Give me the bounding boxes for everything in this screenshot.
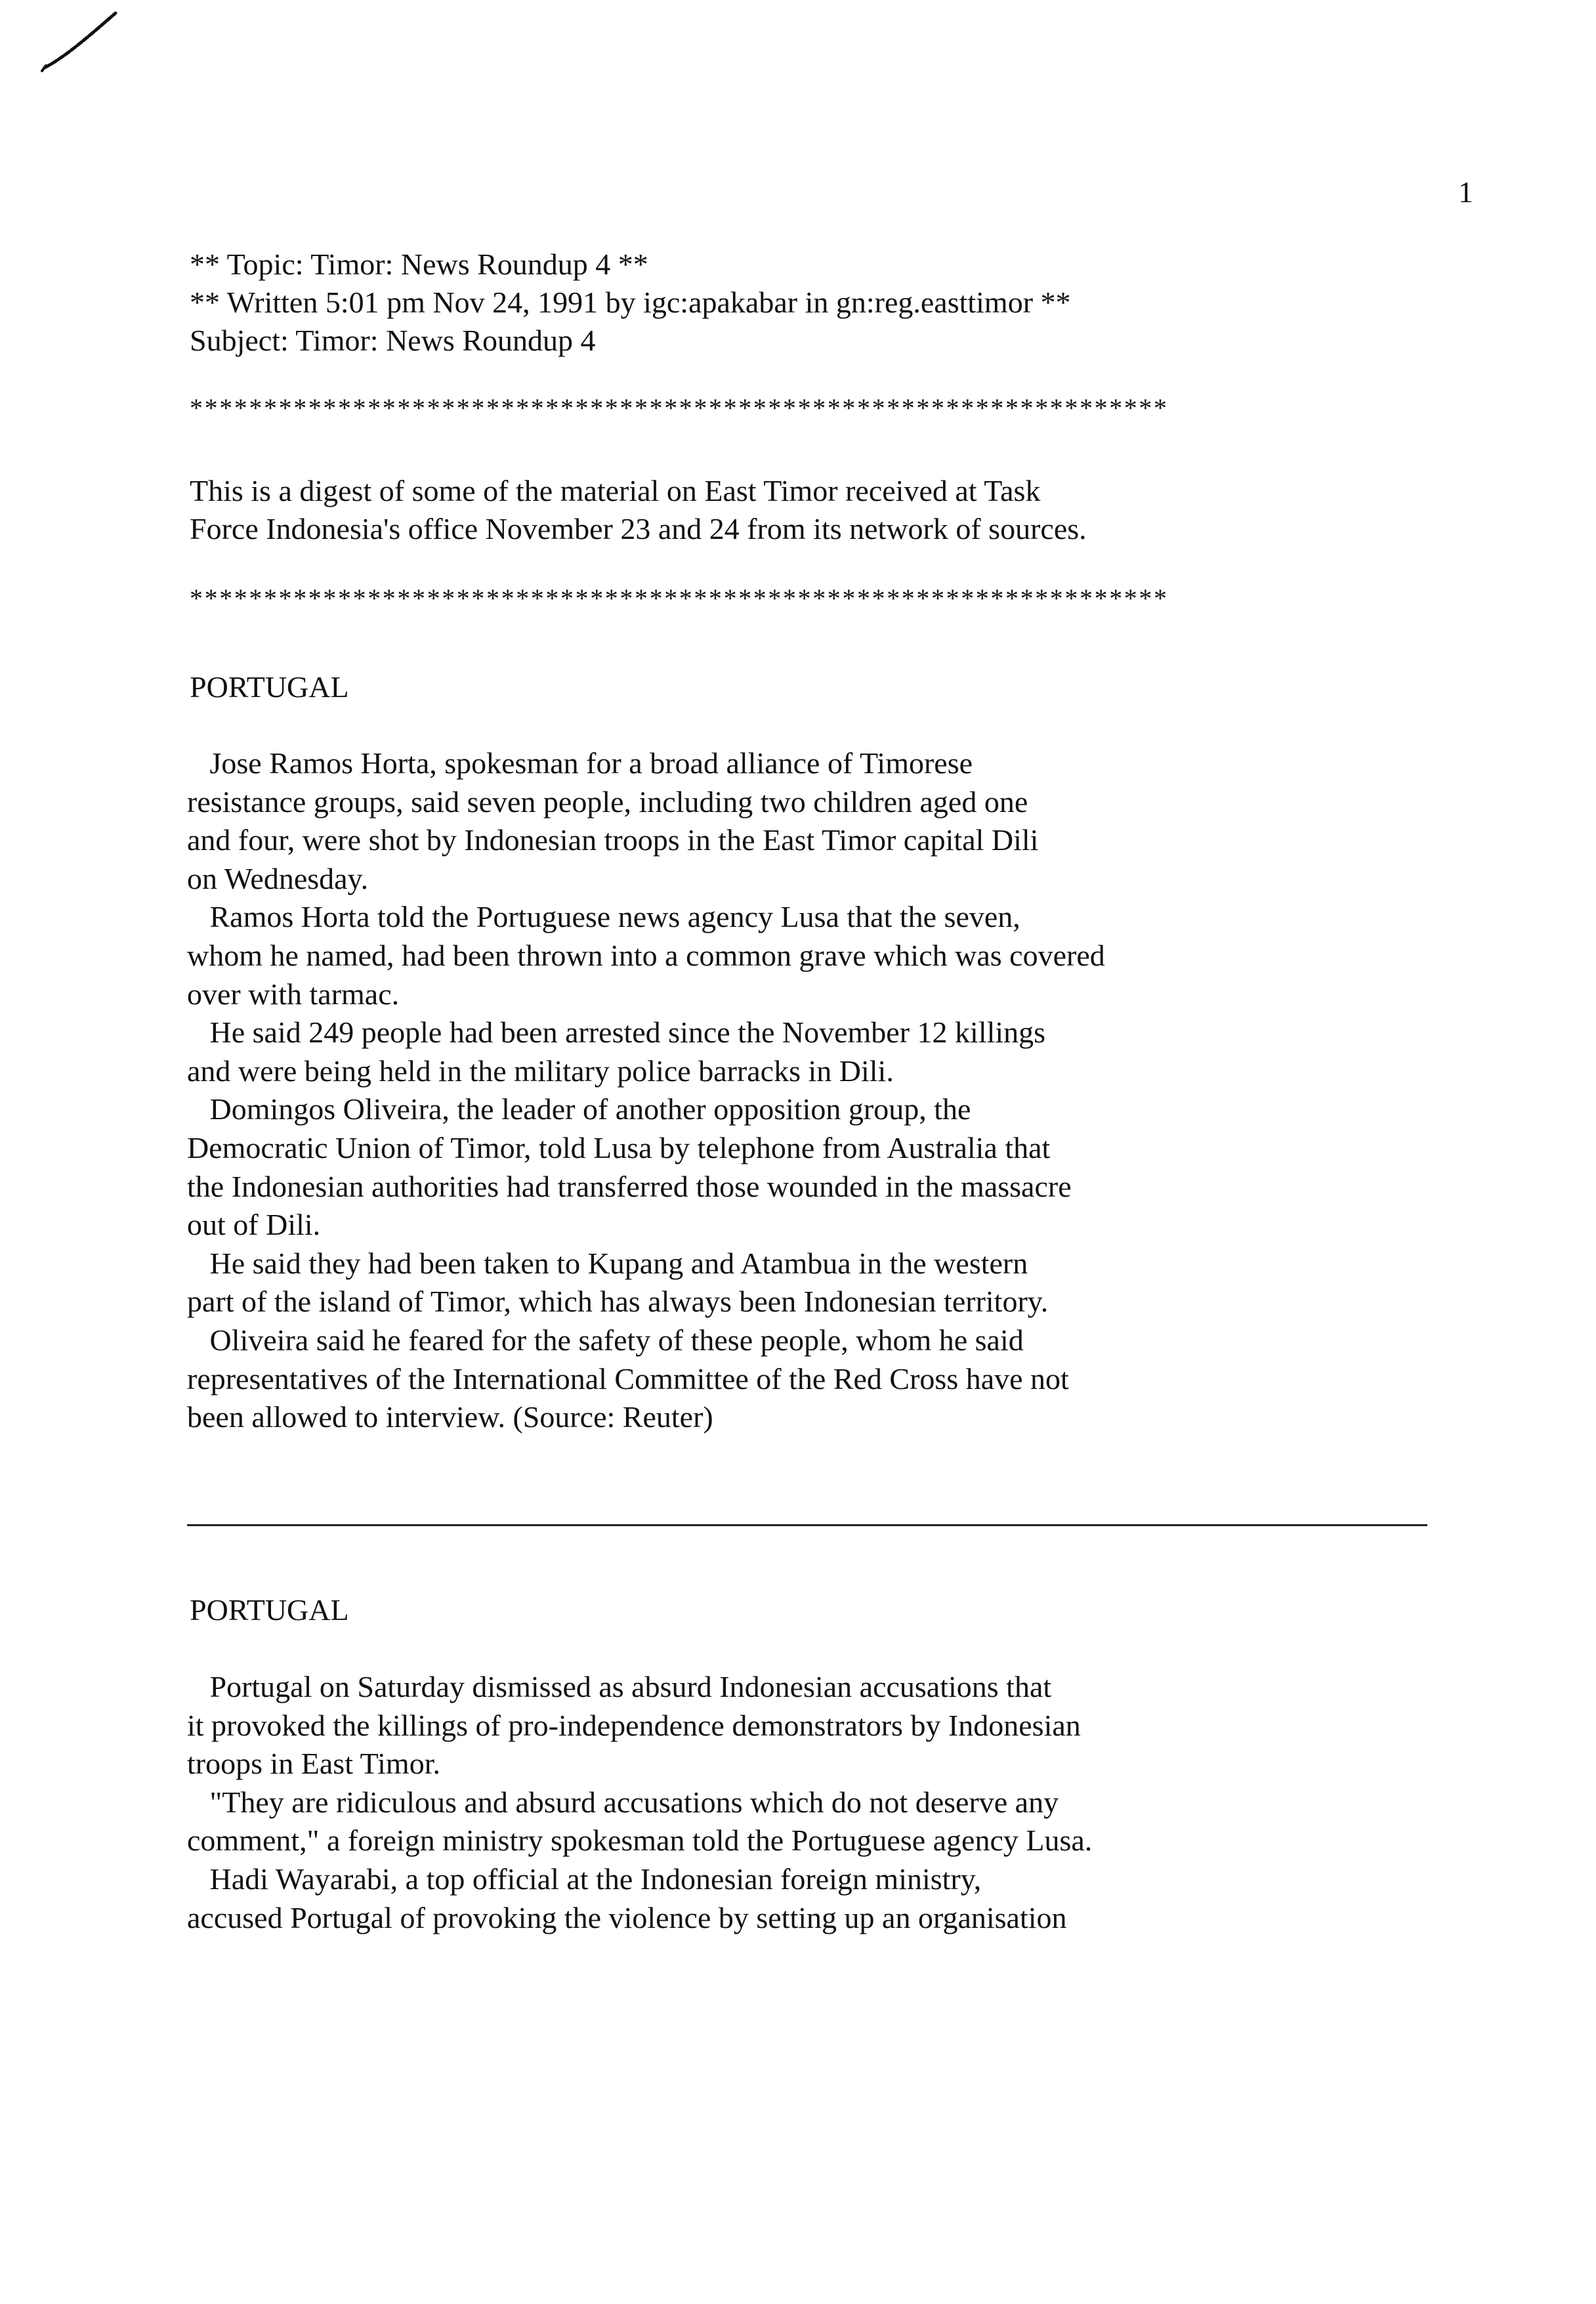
subject-line: Subject: Timor: News Roundup 4 <box>190 324 596 357</box>
article-2-body: Portugal on Saturday dismissed as absurd Indonesian accusations that it provoked the killings of pro-independence demonstrators by Indonesian troops in East Timor. "They are ridiculous and absurd accusations which do not deserve any comment," a foreign ministry spokesman told the Portuguese agency Lusa. Hadi Wayarabi, a top official at the Indonesian foreign ministry, accused Portugal of provoking the violence by setting up an organisation <box>187 1670 1093 1934</box>
intro-line-1: This is a digest of some of the material on East Timor received at Task <box>190 474 1041 507</box>
page-number: 1 <box>1458 175 1473 209</box>
topic-line: ** Topic: Timor: News Roundup 4 ** <box>190 247 648 281</box>
article-2-heading: PORTUGAL <box>190 1593 349 1627</box>
pen-stroke-mark <box>38 5 123 77</box>
separator-bottom: ****************************************************************** <box>190 584 1169 613</box>
separator-top: ****************************************************************** <box>190 393 1169 423</box>
article-1-heading: PORTUGAL <box>190 670 349 704</box>
section-divider <box>187 1524 1427 1526</box>
intro-line-2: Force Indonesia's office November 23 and 24 from its network of sources. <box>190 512 1087 545</box>
written-line: ** Written 5:01 pm Nov 24, 1991 by igc:apakabar in gn:reg.easttimor ** <box>190 286 1071 319</box>
article-1-body: Jose Ramos Horta, spokesman for a broad alliance of Timorese resistance groups, said seven people, including two children aged one and four, were shot by Indonesian troops in the East Timor capital Dili on Wednesday. Ramos Horta told the Portuguese news agency Lusa that the seven, whom he named, had been thrown into a common grave which was covered over with tarmac. He said 249 people had been arrested since the November 12 killings and were being held in the military police barracks in Dili. Domingos Oliveira, the leader of another opposition group, the Democratic Union of Timor, told Lusa by telephone from Australia that the Indonesian authorities had transferred those wounded in the massacre out of Dili. He said they had been taken to Kupang and Atambua in the western part of the island of Timor, which has always been Indonesian territory. Oliveira said he feared for the safety of these people, whom he said representatives of the International Committee of the Red Cross have not been allowed to interview. (Source: Reuter) <box>187 746 1105 1434</box>
